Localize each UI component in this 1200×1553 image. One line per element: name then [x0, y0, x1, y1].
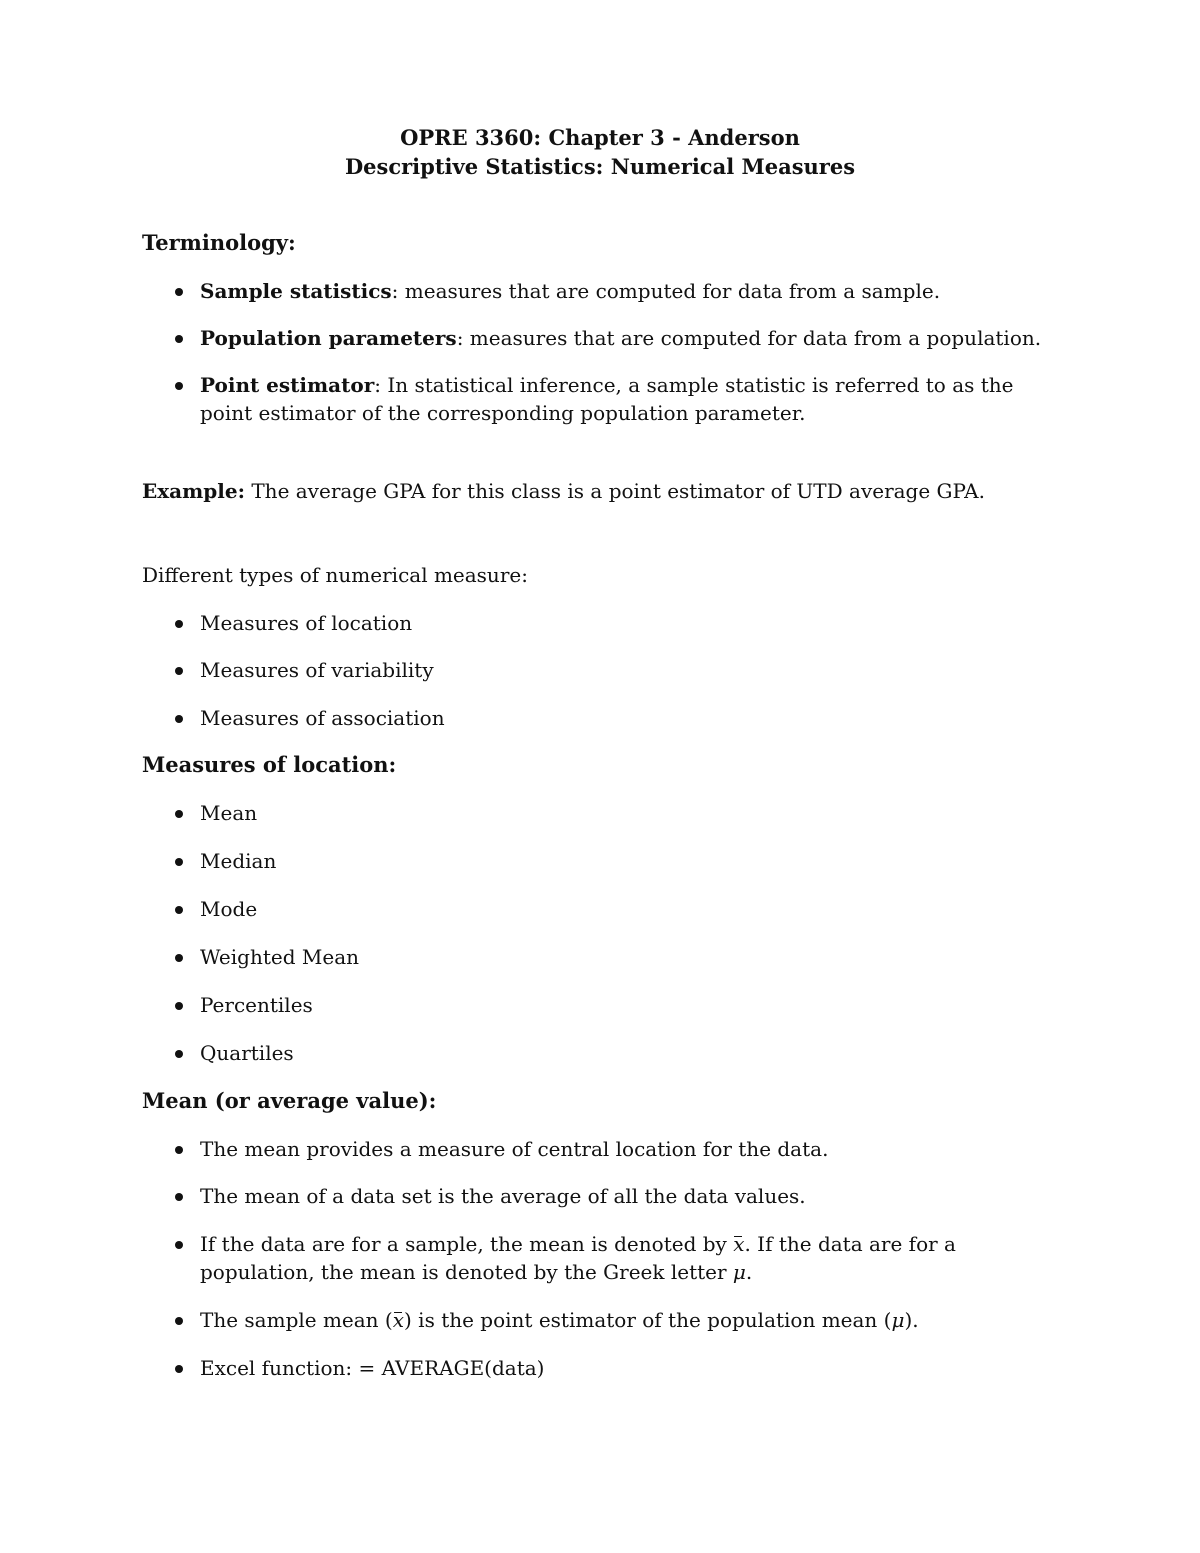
list-item-label: Mean — [200, 801, 258, 825]
list-item — [200, 847, 1070, 875]
list-item-label: Measures of association — [200, 706, 445, 730]
mu-symbol: μ — [891, 1308, 905, 1332]
bullet-icon — [175, 1002, 183, 1010]
document-title — [0, 123, 1200, 181]
list-item — [200, 1230, 1070, 1286]
bullet-icon — [175, 288, 183, 296]
bullet-icon — [175, 906, 183, 914]
term-definition: : In statistical inference, a sample statistic is referred to as the point estimator of the corresponding population parameter. — [200, 373, 1014, 425]
list-item-label: Percentiles — [200, 993, 313, 1017]
list-item-label: Median — [200, 849, 277, 873]
list-item — [200, 324, 1070, 352]
example-label: Example: — [142, 479, 245, 503]
term-label: Sample statistics — [200, 279, 392, 303]
list-item — [200, 1354, 1070, 1382]
list-item — [200, 277, 1070, 305]
bullet-icon — [175, 858, 183, 866]
list-item — [200, 371, 1070, 427]
list-item — [200, 609, 1070, 637]
list-item — [200, 1182, 1070, 1210]
term-definition: : measures that are computed for data from a population. — [456, 326, 1042, 350]
bullet-icon — [175, 620, 183, 628]
title-line-2: Descriptive Statistics: Numerical Measures — [344, 154, 856, 179]
list-item-text: . — [745, 1260, 753, 1284]
list-item — [200, 895, 1070, 923]
bullet-icon — [175, 667, 183, 675]
term-label: Population parameters — [200, 326, 457, 350]
bullet-icon — [175, 382, 183, 390]
bullet-icon — [175, 1241, 183, 1249]
mean-heading: Mean (or average value): — [142, 1088, 437, 1113]
term-definition: : measures that are computed for data from a sample. — [391, 279, 941, 303]
bullet-icon — [175, 954, 183, 962]
bullet-icon — [175, 715, 183, 723]
bullet-icon — [175, 1146, 183, 1154]
types-intro: Different types of numerical measure: — [142, 563, 528, 587]
bullet-icon — [175, 810, 183, 818]
example-text: The average GPA for this class is a point estimator of UTD average GPA. — [244, 479, 985, 503]
title-line-1: OPRE 3360: Chapter 3 - Anderson — [400, 125, 800, 150]
list-item-label: Weighted Mean — [200, 945, 359, 969]
location-heading: Measures of location: — [142, 752, 397, 777]
list-item-label: Measures of location — [200, 611, 413, 635]
list-item — [200, 943, 1070, 971]
list-item — [200, 799, 1070, 827]
bullet-icon — [175, 1365, 183, 1373]
list-item-text: ). — [904, 1308, 919, 1332]
list-item-label: Quartiles — [200, 1041, 294, 1065]
list-item-label: Measures of variability — [200, 658, 434, 682]
bullet-icon — [175, 335, 183, 343]
list-item-text: The sample mean ( — [200, 1308, 393, 1332]
list-item-text: If the data are for a sample, the mean is denoted by — [200, 1232, 734, 1256]
list-item-label: Mode — [200, 897, 258, 921]
bullet-icon — [175, 1317, 183, 1325]
terminology-heading: Terminology: — [142, 230, 296, 255]
term-label: Point estimator — [200, 373, 375, 397]
list-item-label: The mean of a data set is the average of all the data values. — [200, 1184, 806, 1208]
list-item — [200, 704, 1070, 732]
list-item — [200, 1039, 1070, 1067]
bullet-icon — [175, 1193, 183, 1201]
list-item — [200, 656, 1070, 684]
example-paragraph — [142, 477, 1072, 505]
list-item — [200, 991, 1070, 1019]
list-item — [200, 1135, 1070, 1163]
x-bar-symbol: x — [392, 1308, 405, 1332]
x-bar-symbol: x — [733, 1232, 745, 1256]
list-item — [200, 1306, 1070, 1334]
list-item-text: . If the data are for a population, the mean is denoted by the Greek letter — [200, 1232, 956, 1284]
mu-symbol: μ — [732, 1260, 746, 1284]
list-item-label: Excel function: = AVERAGE(data) — [200, 1356, 545, 1380]
list-item-label: The mean provides a measure of central location for the data. — [200, 1137, 829, 1161]
list-item-text: ) is the point estimator of the population mean ( — [404, 1308, 892, 1332]
bullet-icon — [175, 1050, 183, 1058]
